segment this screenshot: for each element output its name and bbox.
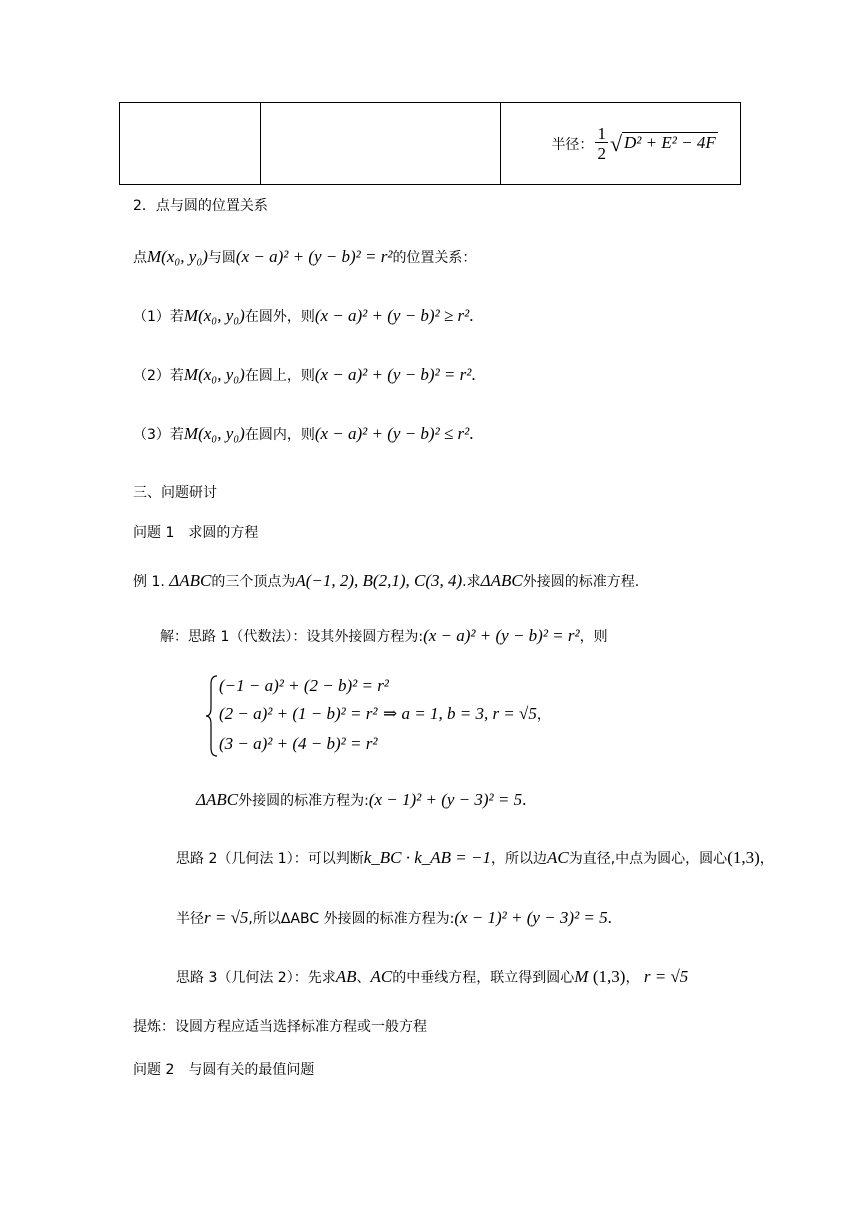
- approach1-conclusion: ΔABC外接圆的标准方程为:(x − 1)² + (y − 3)² = 5.: [196, 790, 527, 809]
- system-eq-2: (2 − a)² + (1 − b)² = r²: [219, 704, 378, 723]
- radius-label: 半径：: [551, 136, 594, 153]
- section2-heading: 2．点与圆的位置关系: [133, 198, 268, 214]
- approach1: 解：思路 1（代数法）：设其外接圆方程为:(x − a)² + (y − b)² = r²，则: [160, 626, 608, 645]
- approach2-line2: 半径r = √5,所以ΔABC 外接圆的标准方程为:(x − 1)² + (y − 3)² = 5.: [176, 908, 612, 927]
- system-result: ⇒ a = 1, b = 3, r = √5，: [383, 704, 551, 723]
- system-eq-3: (3 − a)² + (4 − b)² = r²: [219, 734, 378, 753]
- problem2-heading: 问题 2 与圆有关的最值问题: [133, 1062, 315, 1078]
- point-expr: M(x₀, y₀): [147, 247, 208, 266]
- radius-sqrt: √ D² + E² − 4F: [609, 130, 716, 156]
- section2-intro: 点M(x₀, y₀)与圆(x − a)² + (y − b)² = r²的位置关系：: [133, 247, 477, 266]
- circle-equation: (x − a)² + (y − b)² = r²: [235, 247, 393, 266]
- table-cell-1: [120, 103, 261, 185]
- example1: 例 1. ΔABC的三个顶点为A(−1, 2), B(2,1), C(3, 4).求ΔABC外接圆的标准方程.: [133, 571, 640, 590]
- table-cell-3: [501, 103, 741, 185]
- section3-heading: 三、问题研讨: [133, 485, 217, 501]
- case-1: （1）若M(x₀, y₀)在圆外，则(x − a)² + (y − b)² ≥ r².: [133, 306, 474, 325]
- case-3: （3）若M(x₀, y₀)在圆内，则(x − a)² + (y − b)² ≤ r².: [133, 424, 474, 443]
- radius-fraction: $\frac{1}{2}$: [597, 124, 606, 163]
- system-eq-1: (−1 − a)² + (2 − b)² = r²: [219, 676, 389, 695]
- case-2: （2）若M(x₀, y₀)在圆上，则(x − a)² + (y − b)² = r².: [133, 365, 476, 384]
- tip-text: 提炼：设圆方程应适当选择标准方程或一般方程: [133, 1019, 427, 1035]
- table-fragment: [119, 102, 741, 185]
- approach2-line1: 思路 2（几何法 1）：可以判断k_BC · k_AB = −1，所以边AC为直径,中点为圆心，圆心(1,3)，: [176, 848, 774, 867]
- problem1-heading: 问题 1 求圆的方程: [133, 525, 259, 541]
- approach3: 思路 3（几何法 2）：先求AB、AC的中垂线方程，联立得到圆心M (1,3)， r = √5: [176, 967, 689, 986]
- table-cell-2: [261, 103, 501, 185]
